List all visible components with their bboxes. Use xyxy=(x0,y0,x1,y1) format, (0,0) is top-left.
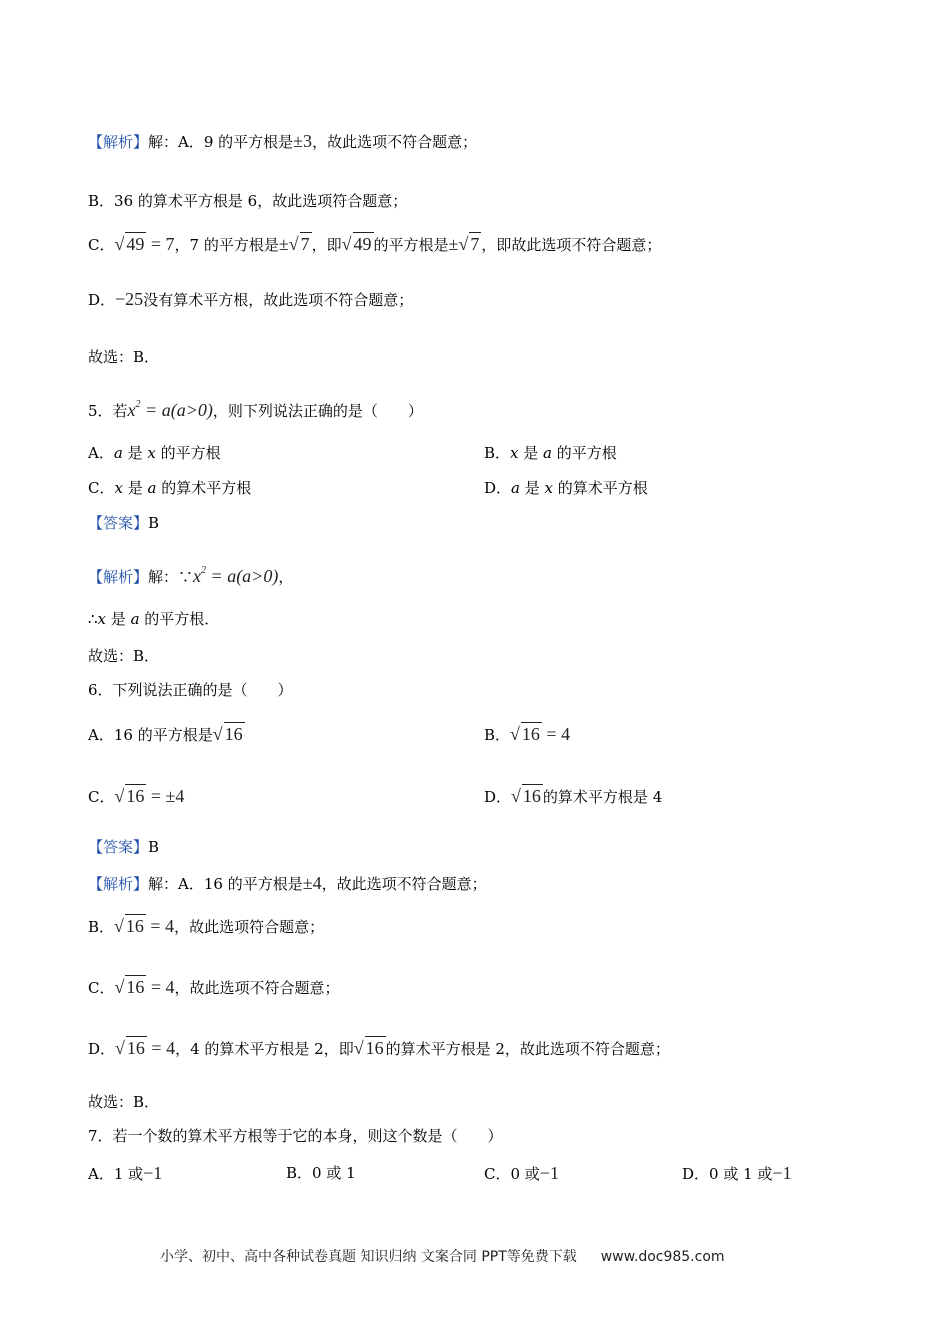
sqrt-expression: √ 16 = 4 xyxy=(114,977,175,997)
question-6: 6．下列说法正确的是（ ） xyxy=(88,681,293,699)
q6-analysis-c: C．√ 16 = 4，故此选项不符合题意； xyxy=(88,977,340,997)
text: B．36 的算术平方根是 6，故此选项符合题意； xyxy=(88,192,408,210)
math: ±3 xyxy=(293,131,313,151)
sqrt-expression: √ 16 = 4 xyxy=(510,724,571,744)
math: ±√ 7 xyxy=(448,234,480,254)
q4-option-b-explanation xyxy=(88,190,407,212)
q6-conclusion: 故选：B． xyxy=(88,1093,160,1111)
answer-tag: 【答案】 xyxy=(88,514,149,532)
answer-tag: 【答案】 xyxy=(88,838,149,856)
footer-link[interactable]: www.doc985.com xyxy=(600,1249,725,1265)
text: 没有算术平方根，故此选项不符合题意； xyxy=(143,291,414,309)
analysis-tag: 【解析】 xyxy=(88,133,149,151)
q5-option-d: D．a 是 x 的算术平方根 xyxy=(484,479,648,497)
question-7: 7．若一个数的算术平方根等于它的本身，则这个数是（ ） xyxy=(88,1127,503,1145)
math: $x^2 = a(a>0)$ xyxy=(193,565,279,586)
q7-option-b: B．0 或 1 xyxy=(286,1164,356,1182)
sqrt-expression: √ 16 = 4 xyxy=(114,916,175,936)
q6-option-c: C．√ 16 = ±4 xyxy=(88,786,185,806)
q4-option-d-explanation xyxy=(88,288,413,311)
math: ±√ 7 xyxy=(278,234,310,254)
text: ，7 的平方根是 xyxy=(174,236,279,254)
text: 解：A．9 的平方根是 xyxy=(148,133,294,151)
footer-text: 小学、初中、高中各种试卷真题 知识归纳 文案合同 PPT等免费下载 xyxy=(160,1249,577,1265)
q5-conclusion: 故选：B． xyxy=(88,647,160,665)
text: C． xyxy=(88,236,115,254)
sqrt-expression: √ 49 xyxy=(341,234,372,254)
q6-analysis-a: 【解析】解：A．16 的平方根是±4，故此选项不符合题意； xyxy=(88,873,487,893)
math: −25 xyxy=(115,289,144,309)
q6-analysis-d: D．√ 16 = 4，4 的算术平方根是 2，即√ 16 的算术平方根是 2，故此选项不符合题意； xyxy=(88,1038,670,1058)
text: ，即故此选项不符合题意； xyxy=(481,236,662,254)
q6-answer: 【答案】B xyxy=(88,838,160,856)
q6-option-d: D．√ 16 的算术平方根是 4 xyxy=(484,786,663,806)
q6-option-b: B．√ 16 = 4 xyxy=(484,724,571,744)
text: ，故此选项不符合题意； xyxy=(312,133,478,151)
text: ，即 xyxy=(311,236,342,254)
q5-analysis: 【解析】解：$\because x^2 = a(a>0)$， xyxy=(88,565,294,586)
sqrt-expression: √ 16 xyxy=(212,724,243,744)
q5-therefore: ∴x 是 a 的平方根． xyxy=(88,610,220,628)
sqrt-expression: √ 16 = 4 xyxy=(115,1038,176,1058)
analysis-tag: 【解析】 xyxy=(88,568,149,586)
page-footer xyxy=(160,1246,725,1266)
q5-option-b: B．x 是 a 的平方根 xyxy=(484,444,617,462)
sqrt-expression: √ 16 xyxy=(511,786,541,806)
analysis-tag: 【解析】 xyxy=(88,875,149,893)
q7-option-c: C．0 或−1 xyxy=(484,1163,559,1183)
q5-option-a: A．a 是 x 的平方根 xyxy=(88,444,221,462)
q7-option-d: D．0 或 1 或−1 xyxy=(682,1163,792,1183)
q4-conclusion: 故选：B． xyxy=(88,348,160,366)
text: D． xyxy=(88,291,116,309)
sqrt-expression: √ 16 xyxy=(353,1038,384,1058)
analysis-line-q4-a xyxy=(88,130,477,153)
sqrt-expression: √ 49 = 7 xyxy=(114,234,175,254)
math: $x^2 = a(a>0)$ xyxy=(127,399,213,420)
q4-option-c-explanation xyxy=(88,232,661,256)
sqrt-expression: √ 16 = ±4 xyxy=(114,786,185,806)
q5-option-c: C．x 是 a 的算术平方根 xyxy=(88,479,252,497)
q6-analysis-b: B．√ 16 = 4，故此选项符合题意； xyxy=(88,916,325,936)
q7-option-a: A．1 或−1 xyxy=(88,1163,163,1183)
text: 的平方根是 xyxy=(373,236,449,254)
question-5: 5．若$x^2 = a(a>0)$，则下列说法正确的是（ ） xyxy=(88,399,423,420)
q6-option-a: A．16 的平方根是√ 16 xyxy=(88,724,243,744)
q5-answer: 【答案】B xyxy=(88,514,160,532)
